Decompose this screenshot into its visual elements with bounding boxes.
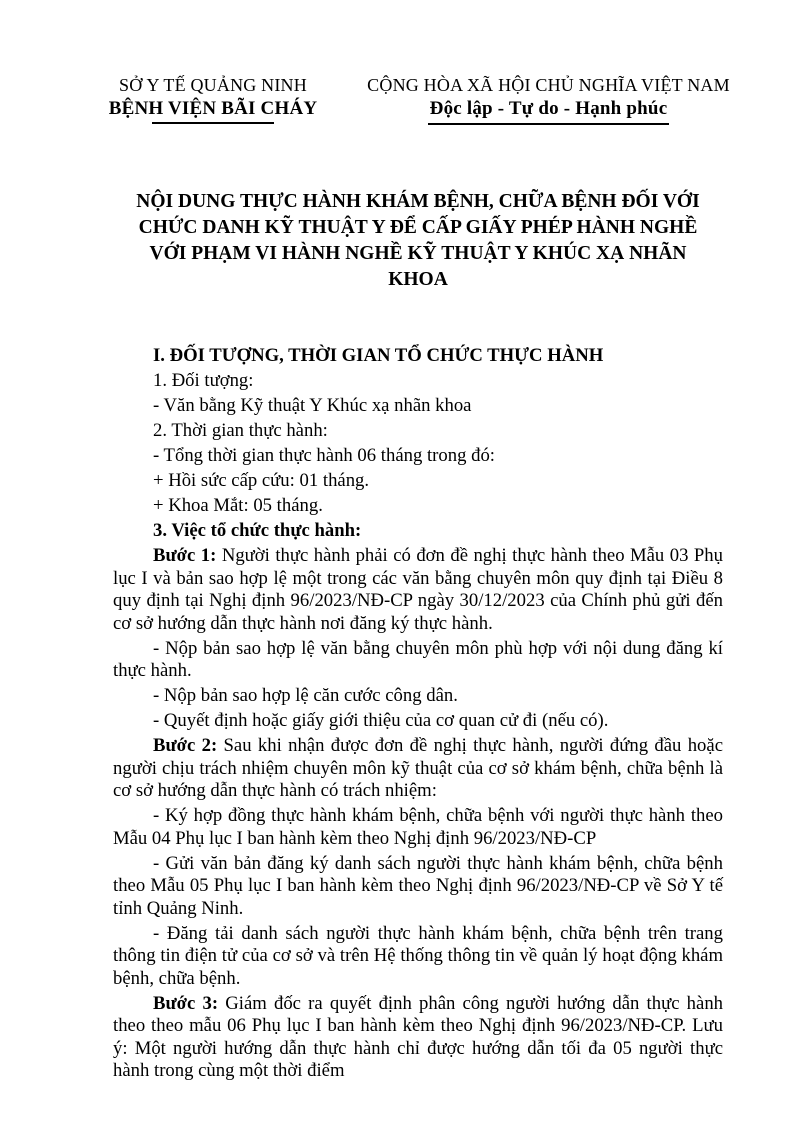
step-3-label: Bước 3: [153,992,219,1014]
item-3-heading: 3. Việc tổ chức thực hành: [153,520,362,541]
list-item-2: 2. Thời gian thực hành: [153,420,328,441]
step-1-note-2: - Nộp bản sao hợp lệ căn cước công dân. [153,685,458,706]
step-1-paragraph [113,545,723,635]
document-title: NỘI DUNG THỰC HÀNH KHÁM BỆNH, CHỮA BỆNH ĐỐI VỚI CHỨC DANH KỸ THUẬT Y ĐỂ CẤP GIẤY PHÉP HÀNH NGHỀ VỚI PHẠM VI HÀNH NGHỀ KỸ THUẬT Y KHÚC XẠ NHÃN KHOA [136,191,700,290]
hospital-name-underline [152,122,274,124]
hospital-name: BỆNH VIỆN BÃI CHÁY [108,98,318,119]
department-name: SỞ Y TẾ QUẢNG NINH [119,75,307,95]
country-name: CỘNG HÒA XÃ HỘI CHỦ NGHĨA VIỆT NAM [367,75,730,95]
list-item-1a: - Văn bằng Kỹ thuật Y Khúc xạ nhãn khoa [153,395,472,416]
step-1-note-1: - Nộp bản sao hợp lệ văn bằng chuyên môn phù hợp với nội dung đăng kí thực hành. [113,637,723,681]
list-item-2a: - Tổng thời gian thực hành 06 tháng trong đó: [153,445,495,466]
document-header [0,0,800,125]
step-1-note-3: - Quyết định hoặc giấy giới thiệu của cơ quan cử đi (nếu có). [153,710,609,731]
list-item-2c: + Khoa Mắt: 05 tháng. [153,495,323,516]
step-2-text: Sau khi nhận được đơn đề nghị thực hành, người đứng đầu hoặc người chịu trách nhiệm chuyên môn kỹ thuật của cơ sở khám bệnh, chữa bệnh là cơ sở hướng dẫn thực hành có trách nhiệm: [113,735,723,801]
list-item-1: 1. Đối tượng: [153,370,254,391]
issuing-authority-block [104,74,322,125]
national-heading-block [361,74,736,125]
step-2-note-2: - Gửi văn bản đăng ký danh sách người thực hành khám bệnh, chữa bệnh theo Mẫu 05 Phụ lục I ban hành kèm theo Nghị định 96/2023/NĐ-CP về Sở Y tế tỉnh Quảng Ninh. [113,852,723,919]
step-2-label: Bước 2: [153,735,218,756]
section-1-heading: I. ĐỐI TƯỢNG, THỜI GIAN TỔ CHỨC THỰC HÀNH [153,345,604,366]
step-2-note-1: - Ký hợp đồng thực hành khám bệnh, chữa bệnh với người thực hành theo Mẫu 04 Phụ lục I ban hành kèm theo Nghị định 96/2023/NĐ-CP [113,805,723,849]
step-3-paragraph [113,993,723,1083]
step-2-paragraph [113,735,723,803]
document-body [0,345,800,1083]
list-item-2b: + Hồi sức cấp cứu: 01 tháng. [153,470,370,491]
step-3-text: Giám đốc ra quyết định phân công người hướng dẫn thực hành theo theo mẫu 06 Phụ lục I ban hành kèm theo Nghị định 96/2023/NĐ-CP. Lưu ý: Một người hướng dẫn thực hành chỉ được hướng dẫn tối đa 05 người thực hành trong cùng một thời điểm [113,992,724,1081]
step-1-text: Người thực hành phải có đơn đề nghị thực hành theo Mẫu 03 Phụ lục I và bản sao hợp lệ một trong các văn bằng chuyên môn quy định tại Điều 8 quy định tại Nghị định 96/2023/NĐ-CP ngày 30/12/2023 của Chính phủ gửi đến cơ sở hướng dẫn thực hành nơi đăng ký thực hành. [113,545,723,634]
step-1-label: Bước 1: [153,545,217,566]
step-2-note-3: - Đăng tải danh sách người thực hành khám bệnh, chữa bệnh trên trang thông tin điện tử của cơ sở và trên Hệ thống thông tin về quản lý hoạt động khám bệnh, chữa bệnh. [113,922,723,989]
national-motto-text: Độc lập - Tự do - Hạnh phúc [428,97,670,125]
national-motto [361,97,736,125]
